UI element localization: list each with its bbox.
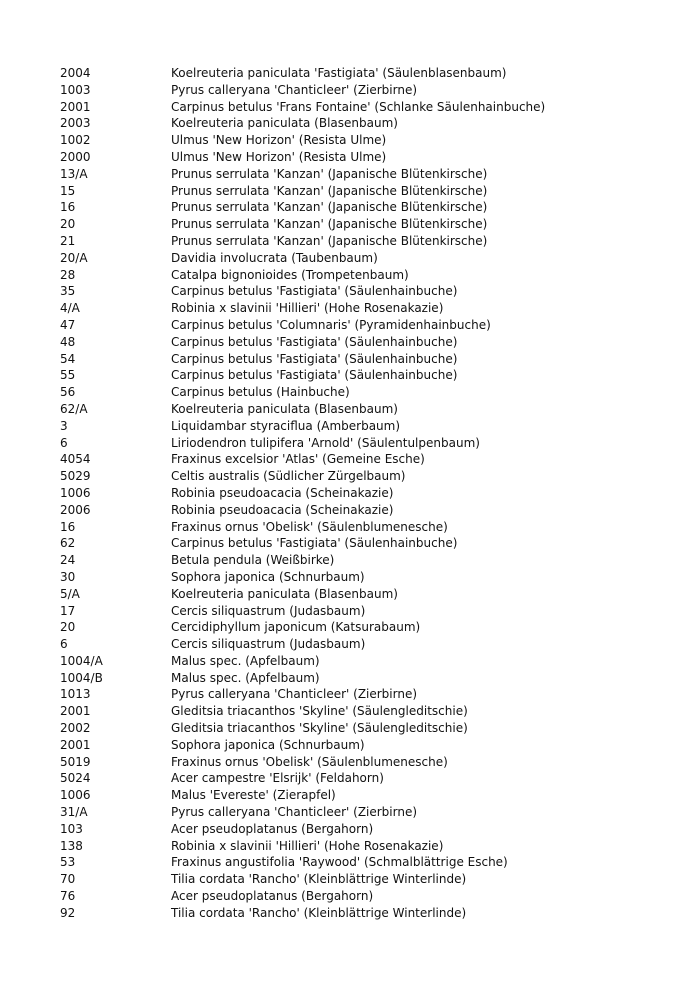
tree-species: Robinia x slavinii 'Hillieri' (Hohe Rosenakazie) xyxy=(171,838,444,853)
tree-species: Carpinus betulus 'Fastigiata' (Säulenhainbuche) xyxy=(171,351,458,366)
tree-species: Pyrus calleryana 'Chanticleer' (Zierbirne) xyxy=(171,805,418,820)
tree-number: 1006 xyxy=(60,485,91,500)
tree-species: Robinia x slavinii 'Hillieri' (Hohe Rosenakazie) xyxy=(171,301,444,316)
tree-number: 47 xyxy=(60,317,76,332)
list-item xyxy=(60,468,545,485)
tree-number: 5019 xyxy=(60,754,91,769)
tree-species: Sophora japonica (Schnurbaum) xyxy=(171,569,365,584)
list-item xyxy=(60,603,545,620)
list-item xyxy=(60,552,545,569)
tree-number: 48 xyxy=(60,334,76,349)
tree-number: 1003 xyxy=(60,82,91,97)
tree-species: Gleditsia triacanthos 'Skyline' (Säulengleditschie) xyxy=(171,704,468,719)
tree-number: 70 xyxy=(60,872,76,887)
tree-number: 103 xyxy=(60,821,83,836)
tree-species: Liriodendron tulipifera 'Arnold' (Säulentulpenbaum) xyxy=(171,435,480,450)
tree-number: 6 xyxy=(60,435,68,450)
list-item xyxy=(60,149,545,166)
tree-number: 5024 xyxy=(60,771,91,786)
list-item xyxy=(60,502,545,519)
tree-species: Prunus serrulata 'Kanzan' (Japanische Blütenkirsche) xyxy=(171,217,488,232)
list-item xyxy=(60,384,545,401)
list-item xyxy=(60,686,545,703)
list-item xyxy=(60,115,545,132)
list-item xyxy=(60,720,545,737)
list-item xyxy=(60,787,545,804)
tree-number: 55 xyxy=(60,368,76,383)
list-item xyxy=(60,65,545,82)
tree-number: 92 xyxy=(60,905,76,920)
tree-number: 16 xyxy=(60,519,76,534)
tree-species: Cercidiphyllum japonicum (Katsurabaum) xyxy=(171,620,421,635)
list-item xyxy=(60,435,545,452)
list-item xyxy=(60,821,545,838)
tree-species: Koelreuteria paniculata (Blasenbaum) xyxy=(171,401,398,416)
tree-species: Malus spec. (Apfelbaum) xyxy=(171,653,320,668)
list-item xyxy=(60,838,545,855)
list-item xyxy=(60,451,545,468)
tree-species: Prunus serrulata 'Kanzan' (Japanische Blütenkirsche) xyxy=(171,233,488,248)
tree-species: Carpinus betulus (Hainbuche) xyxy=(171,385,350,400)
tree-number: 62 xyxy=(60,536,76,551)
list-item xyxy=(60,351,545,368)
list-item xyxy=(60,132,545,149)
tree-species: Pyrus calleryana 'Chanticleer' (Zierbirne) xyxy=(171,687,418,702)
tree-species: Liquidambar styraciflua (Amberbaum) xyxy=(171,418,401,433)
list-item xyxy=(60,519,545,536)
list-item xyxy=(60,569,545,586)
tree-number: 4/A xyxy=(60,301,80,316)
tree-species: Carpinus betulus 'Fastigiata' (Säulenhainbuche) xyxy=(171,334,458,349)
tree-species: Ulmus 'New Horizon' (Resista Ulme) xyxy=(171,133,387,148)
list-item xyxy=(60,670,545,687)
tree-species: Malus spec. (Apfelbaum) xyxy=(171,670,320,685)
tree-number: 31/A xyxy=(60,805,88,820)
tree-species: Acer campestre 'Elsrijk' (Feldahorn) xyxy=(171,771,384,786)
tree-number: 13/A xyxy=(60,166,88,181)
tree-species: Carpinus betulus 'Fastigiata' (Säulenhainbuche) xyxy=(171,368,458,383)
tree-number: 20 xyxy=(60,620,76,635)
list-item xyxy=(60,283,545,300)
list-item xyxy=(60,770,545,787)
tree-species: Cercis siliquastrum (Judasbaum) xyxy=(171,603,366,618)
tree-number: 2004 xyxy=(60,66,91,80)
tree-number: 56 xyxy=(60,385,76,400)
tree-number: 2001 xyxy=(60,704,91,719)
tree-number: 1002 xyxy=(60,133,91,148)
list-item xyxy=(60,250,545,267)
tree-species: Ulmus 'New Horizon' (Resista Ulme) xyxy=(171,149,387,164)
tree-number: 76 xyxy=(60,889,76,904)
tree-number: 21 xyxy=(60,233,76,248)
tree-species: Koelreuteria paniculata (Blasenbaum) xyxy=(171,586,398,601)
list-item xyxy=(60,317,545,334)
tree-list xyxy=(60,65,545,922)
tree-number: 1004/A xyxy=(60,653,103,668)
list-item xyxy=(60,216,545,233)
list-item xyxy=(60,267,545,284)
tree-number: 6 xyxy=(60,637,68,652)
tree-species: Koelreuteria paniculata (Blasenbaum) xyxy=(171,116,398,131)
list-item xyxy=(60,636,545,653)
list-item xyxy=(60,586,545,603)
tree-species: Malus 'Evereste' (Zierapfel) xyxy=(171,788,336,803)
tree-species: Prunus serrulata 'Kanzan' (Japanische Blütenkirsche) xyxy=(171,183,488,198)
tree-species: Fraxinus ornus 'Obelisk' (Säulenblumenesche) xyxy=(171,754,448,769)
tree-species: Cercis siliquastrum (Judasbaum) xyxy=(171,637,366,652)
list-item xyxy=(60,183,545,200)
list-item xyxy=(60,199,545,216)
tree-species: Robinia pseudoacacia (Scheinakazie) xyxy=(171,502,394,517)
tree-number: 2001 xyxy=(60,737,91,752)
list-item xyxy=(60,854,545,871)
tree-number: 62/A xyxy=(60,401,88,416)
list-item xyxy=(60,653,545,670)
list-item xyxy=(60,703,545,720)
tree-number: 2003 xyxy=(60,116,91,131)
tree-number: 4054 xyxy=(60,452,91,467)
tree-number: 15 xyxy=(60,183,76,198)
tree-number: 2006 xyxy=(60,502,91,517)
tree-species: Carpinus betulus 'Fastigiata' (Säulenhainbuche) xyxy=(171,536,458,551)
tree-species: Gleditsia triacanthos 'Skyline' (Säulengleditschie) xyxy=(171,721,468,736)
tree-number: 20/A xyxy=(60,250,88,265)
list-item xyxy=(60,300,545,317)
tree-number: 24 xyxy=(60,553,76,568)
list-item xyxy=(60,619,545,636)
tree-species: Acer pseudoplatanus (Bergahorn) xyxy=(171,821,374,836)
tree-number: 138 xyxy=(60,838,83,853)
tree-species: Tilia cordata 'Rancho' (Kleinblättrige Winterlinde) xyxy=(171,872,467,887)
tree-number: 35 xyxy=(60,284,76,299)
list-item xyxy=(60,82,545,99)
tree-species: Pyrus calleryana 'Chanticleer' (Zierbirne) xyxy=(171,82,418,97)
tree-species: Sophora japonica (Schnurbaum) xyxy=(171,737,365,752)
tree-number: 30 xyxy=(60,569,76,584)
tree-species: Koelreuteria paniculata 'Fastigiata' (Säulenblasenbaum) xyxy=(171,66,507,80)
list-item xyxy=(60,905,545,922)
list-item xyxy=(60,535,545,552)
tree-number: 5/A xyxy=(60,586,80,601)
tree-number: 2000 xyxy=(60,149,91,164)
tree-species: Fraxinus ornus 'Obelisk' (Säulenblumenesche) xyxy=(171,519,448,534)
list-item xyxy=(60,804,545,821)
tree-species: Carpinus betulus 'Frans Fontaine' (Schlanke Säulenhainbuche) xyxy=(171,99,546,114)
list-item xyxy=(60,485,545,502)
list-item xyxy=(60,99,545,116)
list-item xyxy=(60,754,545,771)
tree-number: 2002 xyxy=(60,721,91,736)
tree-species: Prunus serrulata 'Kanzan' (Japanische Blütenkirsche) xyxy=(171,166,488,181)
tree-species: Robinia pseudoacacia (Scheinakazie) xyxy=(171,485,394,500)
list-item xyxy=(60,401,545,418)
tree-number: 2001 xyxy=(60,99,91,114)
tree-species: Betula pendula (Weißbirke) xyxy=(171,553,335,568)
tree-species: Davidia involucrata (Taubenbaum) xyxy=(171,250,378,265)
tree-species: Fraxinus excelsior 'Atlas' (Gemeine Esche) xyxy=(171,452,425,467)
tree-number: 53 xyxy=(60,855,76,870)
list-item xyxy=(60,888,545,905)
list-item xyxy=(60,233,545,250)
tree-number: 28 xyxy=(60,267,76,282)
tree-number: 1004/B xyxy=(60,670,103,685)
tree-species: Prunus serrulata 'Kanzan' (Japanische Blütenkirsche) xyxy=(171,200,488,215)
list-item xyxy=(60,418,545,435)
tree-number: 1013 xyxy=(60,687,91,702)
tree-species: Catalpa bignonioides (Trompetenbaum) xyxy=(171,267,409,282)
tree-species: Tilia cordata 'Rancho' (Kleinblättrige Winterlinde) xyxy=(171,905,467,920)
list-item xyxy=(60,737,545,754)
tree-species: Fraxinus angustifolia 'Raywood' (Schmalblättrige Esche) xyxy=(171,855,508,870)
tree-number: 16 xyxy=(60,200,76,215)
tree-number: 54 xyxy=(60,351,76,366)
tree-species: Acer pseudoplatanus (Bergahorn) xyxy=(171,889,374,904)
tree-number: 17 xyxy=(60,603,76,618)
list-item xyxy=(60,871,545,888)
tree-species: Carpinus betulus 'Fastigiata' (Säulenhainbuche) xyxy=(171,284,458,299)
tree-number: 20 xyxy=(60,217,76,232)
list-item xyxy=(60,367,545,384)
tree-number: 3 xyxy=(60,418,68,433)
tree-number: 1006 xyxy=(60,788,91,803)
list-item xyxy=(60,166,545,183)
tree-species: Celtis australis (Südlicher Zürgelbaum) xyxy=(171,469,406,484)
list-item xyxy=(60,334,545,351)
tree-number: 5029 xyxy=(60,469,91,484)
tree-species: Carpinus betulus 'Columnaris' (Pyramidenhainbuche) xyxy=(171,317,491,332)
